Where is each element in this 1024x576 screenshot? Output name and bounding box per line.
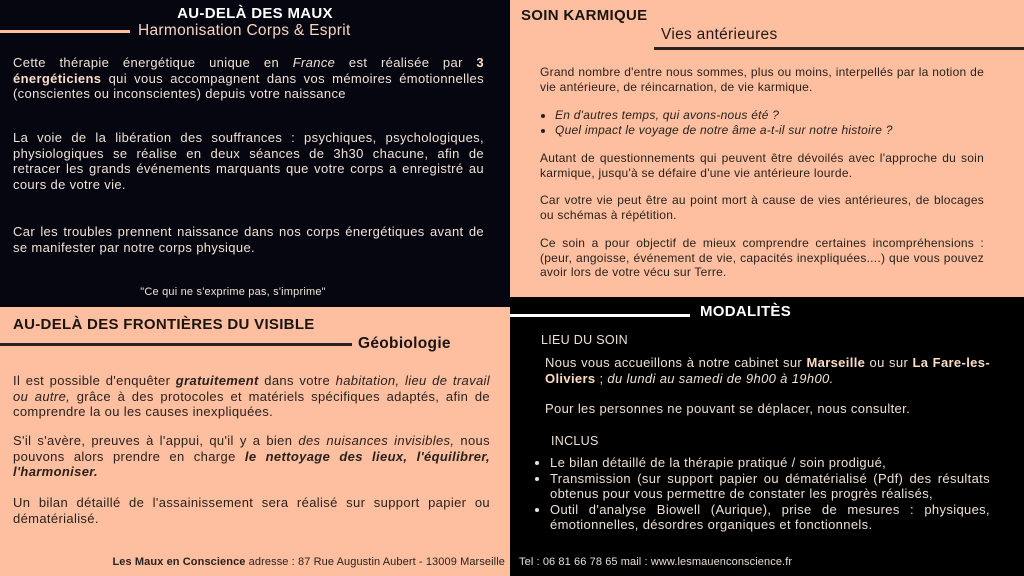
title-rule: [0, 30, 130, 33]
address-text: adresse : 87 Rue Augustin Aubert - 13009 Marseille: [245, 556, 505, 568]
brand-name: Les Maux en Conscience: [112, 556, 246, 568]
section-au-dela-des-maux: [0, 0, 510, 307]
nuisances-paragraph: [13, 433, 490, 480]
text-segment: grâce à des protocoles et matériels spécifiques adaptés, afin de comprendre la ou les causes inexpliquées.: [13, 388, 490, 419]
text-segment: Nous vous accueillons à notre cabinet sur: [545, 355, 807, 370]
section-subtitle: Vies antérieures: [661, 26, 778, 43]
list-item: • Le bilan détaillé de la thérapie pratiqué / soin prodigué,: [550, 455, 990, 471]
text-segment: Cette thérapie énergétique unique en: [13, 55, 293, 70]
troubles-paragraph: [13, 224, 484, 255]
emphasis-nettoyage: le nettoyage des lieux, l'équilibrer, l'harmoniser.: [13, 448, 490, 479]
address-footer: [112, 556, 505, 568]
section-title: AU-DELÀ DES FRONTIÈRES DU VISIBLE: [13, 316, 315, 333]
text-segment: La voie de la libération des souffrances : psychiques, psychologiques, physiologiques se réalise en deux séances de 3h30 chacune, afin de retracer les grands événements marquants que votre corps a enregistré au cours de votre vie.: [13, 130, 484, 192]
remote-note: Pour les personnes ne pouvant se déplacer, nous consulter.: [545, 401, 911, 416]
enquete-paragraph: [13, 373, 490, 420]
text-segment: dans votre: [258, 373, 336, 388]
section-modalites: [510, 297, 1024, 576]
location-label: LIEU DU SOIN: [541, 333, 628, 347]
list-item: • Quel impact le voyage de notre âme a-t-il sur notre histoire ?: [555, 123, 984, 138]
title-rule: [0, 343, 352, 346]
location-paragraph: [545, 355, 990, 386]
text-segment: S'il s'avère, preuves à l'appui, qu'il y a bien: [13, 433, 299, 448]
opening-hours: du lundi au samedi de 9h00 à 19h00.: [607, 370, 834, 386]
subtitle-rule: [654, 47, 1024, 50]
city-marseille: Marseille: [806, 355, 866, 370]
emphasis-france: France: [292, 55, 336, 70]
list-item: • Transmission (sur support papier ou dématérialisé (Pdf) des résultats obtenus pour vous permettre de constater les progrès réalisés,: [550, 471, 990, 502]
section-title: SOIN KARMIQUE: [521, 7, 648, 24]
point-mort-paragraph: Car votre vie peut être au point mort à cause de vies antérieures, de blocages ou schémas à répétition.: [540, 193, 984, 222]
list-item: • Outil d'analyse Biowell (Aurique), prise de mesures : physiques, émotionnelles, désordres organiques et fonctionnels.: [550, 502, 990, 533]
section-subtitle: Harmonisation Corps & Esprit: [138, 22, 351, 39]
section-geobiologie: [0, 307, 510, 576]
text-segment: est réalisée par: [335, 55, 477, 70]
emphasis-energeticiens: 3 énergéticiens: [13, 55, 485, 86]
emphasis-nuisances: des nuisances invisibles,: [298, 433, 455, 448]
quote: "Ce qui ne s'exprime pas, s'imprime": [140, 286, 326, 298]
intro-paragraph: [13, 55, 484, 102]
text-segment: Un bilan détaillé de l'assainissement sera réalisé sur support papier ou dématérialisé.: [13, 495, 490, 526]
title-rule: [510, 314, 690, 317]
emphasis-gratuitement: gratuitement: [175, 373, 259, 388]
questionnements-paragraph: Autant de questionnements qui peuvent être dévoilés avec l'approche du soin karmique, jusqu'à se défaire d'une vie antérieure lourde.: [540, 151, 984, 180]
text-segment: Il est possible d'enquêter: [13, 373, 176, 388]
emphasis-habitation: habitation, lieu de travail ou autre,: [13, 373, 490, 404]
section-soin-karmique: [510, 0, 1024, 297]
city-la-fare: La Fare-les-Oliviers: [545, 355, 990, 386]
questions-list: [540, 108, 984, 137]
text-segment: ou sur: [865, 355, 913, 370]
intro-paragraph: Grand nombre d'entre nous sommes, plus ou moins, interpellés par la notion de vie antérieure, de réincarnation, de vie karmique.: [540, 65, 984, 94]
text-segment: nous pouvons alors prendre en charge: [13, 433, 490, 464]
objectif-paragraph: Ce soin a pour objectif de mieux comprendre certaines incompréhensions : (peur, angoisse, événement de vie, capacités inexpliquées....) que vous pouvez avoir lors de votre vécu sur Terre.: [540, 236, 984, 280]
bilan-paragraph: [13, 495, 490, 526]
liberation-paragraph: [13, 130, 484, 192]
contact-footer: Tel : 06 81 66 78 65 mail : www.lesmauenconscience.fr: [519, 556, 793, 568]
text-segment: Car les troubles prennent naissance dans nos corps énergétiques avant de se manifester par notre corps physique.: [13, 224, 484, 255]
text-segment: ;: [595, 370, 608, 386]
section-subtitle: Géobiologie: [358, 335, 451, 352]
included-label: INCLUS: [551, 434, 599, 448]
section-title: AU-DELÀ DES MAUX: [177, 5, 333, 22]
list-item: • En d'autres temps, qui avons-nous été ?: [555, 108, 984, 123]
included-list: [535, 455, 990, 533]
section-title: MODALITÈS: [700, 303, 792, 320]
text-segment: qui vous accompagnent dans vos mémoires émotionnelles (conscientes ou inconscientes) depuis votre naissance: [13, 70, 484, 101]
